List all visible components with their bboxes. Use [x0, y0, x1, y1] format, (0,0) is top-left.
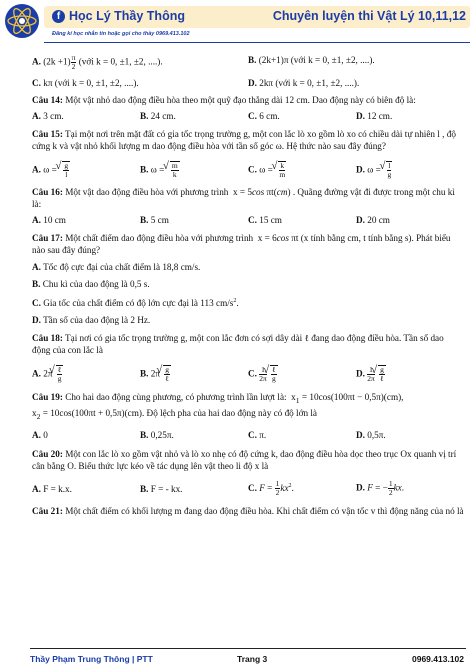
option-a-prev: A. (2k +1) $\frac{\pi}{2}$ (với k = 0, ±1, ±2, ....). — [32, 53, 163, 71]
q18-c: C. $\frac{1}{2\pi}$ √ $\frac{\text{ℓ}}{g}$ — [248, 365, 356, 383]
q14-a: A. 3 cm. — [32, 111, 64, 121]
footer-page: Trang 3 — [237, 654, 268, 664]
q16-b: B. 5 cm — [140, 215, 169, 225]
atom-logo-icon — [4, 3, 40, 39]
course-title: Chuyên luyện thi Vật Lý 10,11,12 — [272, 9, 466, 23]
q17-a: A. Tốc độ cực đại của chất điểm là 18,8 cm/s. — [32, 262, 201, 272]
question-content — [32, 52, 464, 517]
option-c-prev: C. kπ (với k = 0, ±1, ±2, ....). — [32, 78, 139, 88]
question-14: Câu 14: Một vật nhỏ dao động điều hòa theo một quỹ đạo thẳng dài 12 cm. Dao động này có biên độ là: — [32, 95, 416, 105]
q20-c: C. F = $\frac{1}{2}$ $kx^2$. — [248, 479, 294, 498]
question-20: Câu 20: Một con lắc lò xo gồm vật nhỏ và lò xo nhẹ có độ cứng k, dao động điều hòa dọc theo trục Ox quanh vị trí cân bằng O. Biểu thức lực kéo về tác dụng lên vật theo li độ x là — [32, 448, 457, 471]
question-18: Câu 18: Tại nơi có gia tốc trọng trường g, một con lắc đơn có sợi dây dài ℓ đang dao động điều hòa. Tần số dao động của con lắc là — [32, 333, 444, 356]
brand-name: Học Lý Thầy Thông — [69, 9, 185, 23]
header-divider — [44, 42, 470, 43]
q18-d: D. $\frac{1}{2\pi}$ √ $\frac{g}{\text{ℓ}}$ — [356, 365, 464, 383]
q17-b: B. Chu kì của dao động là 0,5 s. — [32, 279, 150, 289]
question-15: Câu 15: Tại một nơi trên mặt đất có gia tốc trọng trường g, một con lắc lò xo gồm lò xo có chiều dài tự nhiên l , độ cứng k và vật nhỏ khối lượng m dao động điều hòa với tần số góc ω. Hệ thức nào sau đây đúng? — [32, 129, 456, 151]
q17-c: C. Gia tốc của chất điểm có độ lớn cực đại là 113 $cm/s^2$. — [32, 298, 239, 309]
q15-a: A. ω = √ $\frac{g}{l}$ — [32, 161, 140, 179]
option-d-prev: D. 2kπ (với k = 0, ±1, ±2, ....). — [248, 78, 360, 88]
question-16: Câu 16: Một vật dao động điều hòa với phương trình x = 5cos πt(cm) . Quãng đường vật đi được trong một chu kì là: — [32, 187, 455, 209]
question-17: Câu 17: Một chất điểm dao động điều hòa với phương trình x = 6cos πt (x tính bằng cm, t tính bằng s). Phát biểu nào sau đây đúng? — [32, 233, 451, 255]
q20-a: A. F = k.x. — [32, 483, 72, 494]
q14-d: D. 12 cm. — [356, 111, 393, 121]
q15-d: D. ω = √ $\frac{l}{g}$ — [356, 161, 464, 179]
question-21: Câu 21: Một chất điểm có khối lượng m đang dao động điều hòa. Khi chất điểm có vận tốc v thì động năng của nó là — [32, 505, 464, 516]
facebook-icon: f — [52, 10, 65, 23]
page-footer — [0, 648, 474, 670]
q19-c: C. π. — [248, 429, 267, 440]
q16-d: D. 20 cm — [356, 215, 390, 225]
q19-d: D. 0,5π. — [356, 429, 386, 440]
brand — [52, 9, 185, 23]
q17-d: D. Tần số của dao động là 2 Hz. — [32, 315, 151, 326]
q19-a: A. 0 — [32, 429, 48, 440]
slogan: Đăng kí học nhắn tin hoặc gọi cho thầy 0969.413.102 — [52, 31, 190, 37]
q14-b: B. 24 cm. — [140, 111, 176, 121]
q20-d: D. F = − $\frac{1}{2}$ kx. — [356, 479, 405, 498]
question-19: Câu 19: Cho hai dao động cùng phương, có phương trình lần lượt là: $x_1 = 10\cos(100\pi t - 0,5\pi)(cm)$, $x_2 = 10\cos(100\pi t + 0,5\pi)(cm)$. Độ lệch pha của hai dao động này có độ lớn là — [32, 392, 404, 421]
q15-c: C. ω = √ $\frac{k}{m}$ — [248, 161, 356, 179]
q20-b: B. F = - kx. — [140, 483, 183, 494]
option-b-prev: B. (2k+1)π (với k = 0, ±1, ±2, ....). — [248, 55, 375, 65]
footer-divider — [30, 648, 466, 649]
q14-c: C. 6 cm. — [248, 111, 280, 121]
q15-b: B. ω = √ $\frac{m}{k}$ — [140, 161, 248, 179]
footer-author: Thầy Phạm Trung Thông | PTT — [30, 654, 153, 664]
q16-c: C. 15 cm — [248, 215, 282, 225]
q16-a: A. 10 cm — [32, 215, 66, 225]
footer-phone: 0969.413.102 — [412, 654, 464, 664]
q19-b: B. 0,25π. — [140, 429, 174, 440]
page-header — [0, 0, 474, 48]
q18-b: B. 2π √ $\frac{g}{\text{ℓ}}$ — [140, 365, 248, 383]
q18-a: A. 2π √ $\frac{\text{ℓ}}{g}$ — [32, 365, 140, 383]
